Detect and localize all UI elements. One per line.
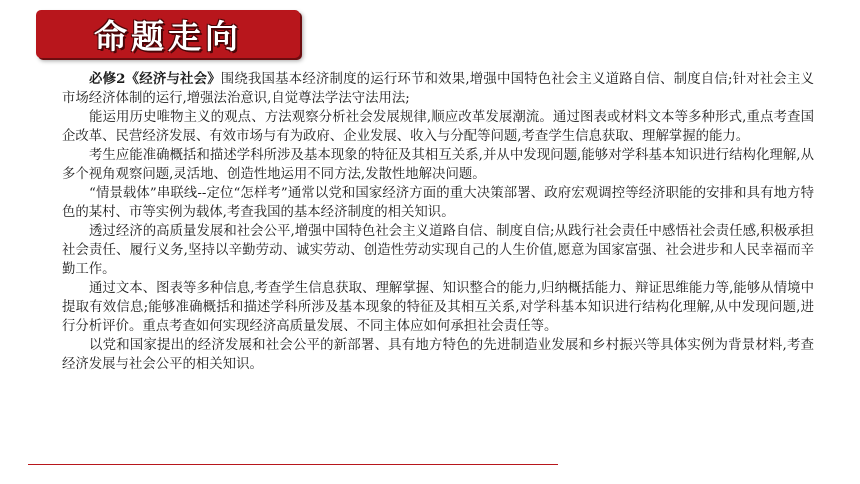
paragraph-2: 考生应能准确概括和描述学科所涉及基本现象的特征及其相互关系,并从中发现问题,能够对学科基本知识进行结构化理解,从多个视角观察问题,灵活地、创造性地运用不同方法,发散性地解决问题。 (62, 148, 814, 182)
paragraph-6: 以党和国家提出的经济发展和社会公平的新部署、具有地方特色的先进制造业发展和乡村振兴等具体实例为背景材料,考查经济发展与社会公平的相关知识。 (62, 338, 814, 372)
paragraph-5: 通过文本、图表等多种信息,考查学生信息获取、理解掌握、知识整合的能力,归纳概括能力、辩证思维能力等,能够从情境中提取有效信息;能够准确概括和描述学科所涉及基本现象的特征及其相互关系,对学科基本知识进行结构化理解,从中发现问题,进行分析评价。重点考查如何实现经济高质量发展、不同主体应如何承担社会责任等。 (62, 281, 814, 334)
paragraph-4: 透过经济的高质量发展和社会公平,增强中国特色社会主义道路自信、制度自信;从践行社会责任中感悟社会责任感,积极承担社会责任、履行义务,坚持以辛勤劳动、诚实劳动、创造性劳动实现自己的人生价值,愿意为国家富强、社会进步和人民幸福而辛勤工作。 (62, 224, 814, 277)
document-body (62, 70, 814, 374)
title-banner (36, 10, 300, 58)
paragraph-1: 能运用历史唯物主义的观点、方法观察分析社会发展规律,顺应改革发展潮流。通过图表或材料文本等多种形式,重点考查国企改革、民营经济发展、有效市场与有为政府、企业发展、收入与分配等问题,考查学生信息获取、理解掌握的能力。 (62, 110, 814, 144)
lead-text: 围绕我国基本经济制度的运行环节和效果,增强中国特色社会主义道路自信、制度自信;针对社会主义市场经济体制的运行,增强法治意识,自觉尊法学法守法用法; (62, 72, 814, 106)
paragraph-3: “情景载体”串联线--定位“怎样考”通常以党和国家经济方面的重大决策部署、政府宏观调控等经济职能的安排和具有地方特色的某村、市等实例为载体,考查我国的基本经济制度的相关知识。 (62, 186, 814, 220)
lead-label: 必修2《经济与社会》 (89, 71, 221, 87)
bottom-divider (28, 464, 558, 465)
lead-paragraph (62, 70, 814, 108)
page-title: 命题走向 (94, 16, 242, 56)
